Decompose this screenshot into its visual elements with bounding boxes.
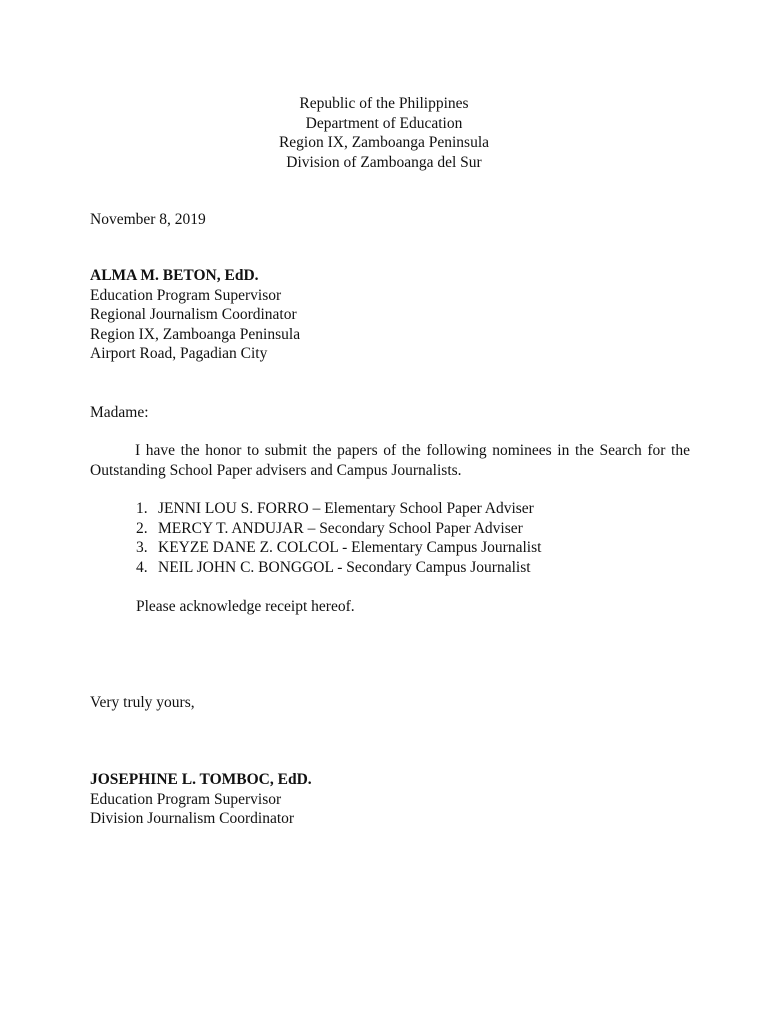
recipient-line: Education Program Supervisor [90,286,282,304]
nominee-list [136,499,541,577]
sender-line: Division Journalism Coordinator [90,810,295,827]
list-item-text: MERCY T. ANDUJAR – Secondary School Paper Adviser [158,519,523,537]
body-paragraph: I have the honor to submit the papers of the following nominees in the Search for the Outstanding School Paper advisers and Campus Journalists. [90,442,690,479]
letterhead-line-region: Region IX, Zamboanga Peninsula [278,134,490,151]
letterhead [0,94,768,172]
recipient-name: ALMA M. BETON, EdD. [90,267,259,284]
recipient-line: Region IX, Zamboanga Peninsula [90,325,301,343]
salutation: Madame: [90,404,149,421]
list-item-number: 3. [136,539,148,556]
recipient-block [90,266,300,364]
list-item-text: KEYZE DANE Z. COLCOL - Elementary Campus Journalist [158,539,542,556]
list-item-text: NEIL JOHN C. BONGGOL - Secondary Campus Journalist [158,558,531,576]
recipient-line: Airport Road, Pagadian City [90,345,268,362]
list-item [136,499,541,519]
acknowledge-line: Please acknowledge receipt hereof. [136,598,355,615]
closing: Very truly yours, [90,694,195,711]
letterhead-line-division: Division of Zamboanga del Sur [286,153,482,171]
sender-block [90,770,312,829]
sender-line: Education Program Supervisor [90,790,282,808]
sender-name: JOSEPHINE L. TOMBOC, EdD. [90,771,312,788]
list-item-text: JENNI LOU S. FORRO – Elementary School Paper Adviser [158,500,534,517]
list-item-number: 2. [136,519,148,537]
list-item [136,538,541,558]
letterhead-line-department: Department of Education [305,114,463,132]
recipient-line: Regional Journalism Coordinator [90,306,297,323]
list-item-number: 1. [136,500,148,517]
letterhead-line-country: Republic of the Philippines [299,95,469,112]
list-item-number: 4. [136,558,148,576]
list-item [136,558,541,578]
list-item [136,519,541,539]
letter-date: November 8, 2019 [90,211,206,228]
